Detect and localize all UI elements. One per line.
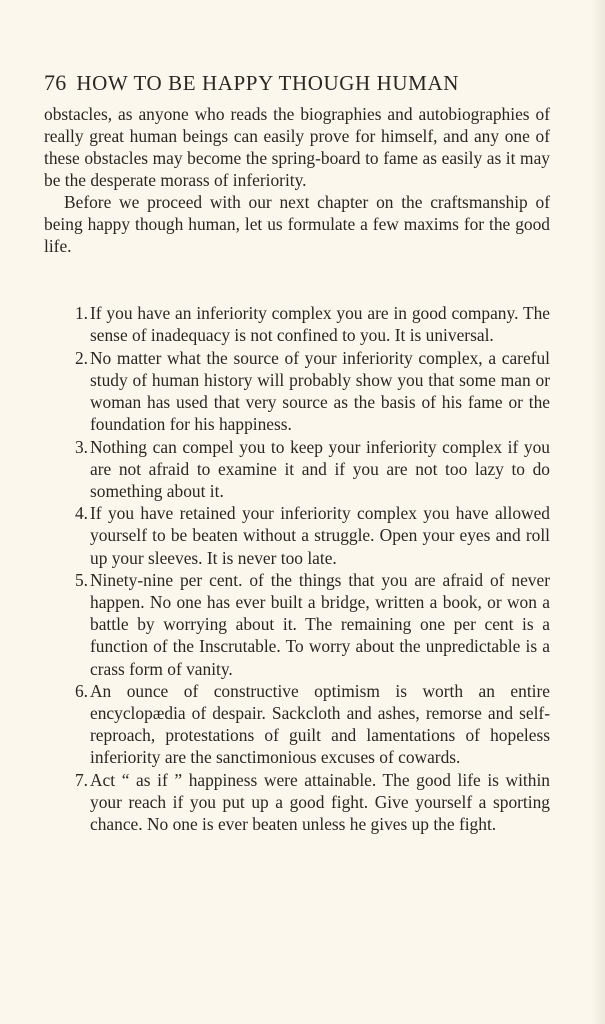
maxim-text: Act “ as if ” happiness were attainable. The good life is within your reach if you put up a good fight. Give yourself a sporting chance. No one is ever beaten unless he gives up the fight. <box>90 769 550 835</box>
maxim-text: If you have retained your inferiority complex you have allowed yourself to be beaten without a struggle. Open your eyes and roll up your sleeves. It is never too late. <box>90 503 550 568</box>
maxim-item <box>44 569 550 679</box>
maxim-number: 4. <box>74 503 88 524</box>
paragraph-continuation: obstacles, as anyone who reads the biographies and autobiographies of really great human beings can easily prove for himself, and any one of these obstacles may become the spring-board to fame as easily as it may be the desperate morass of inferiority. <box>44 104 550 190</box>
maxim-number: 6. <box>74 681 88 702</box>
paragraph-intro-maxims: Before we proceed with our next chapter on the craftsmanship of being happy though human, let us formulate a few maxims for the good life. <box>44 192 550 256</box>
maxim-item <box>44 680 550 768</box>
maxim-item <box>44 302 550 346</box>
maxims-list <box>44 302 550 836</box>
maxim-item <box>44 347 550 435</box>
body-text <box>44 103 550 257</box>
page-header <box>44 70 559 96</box>
maxim-number: 1. <box>74 303 88 323</box>
maxim-item <box>44 769 550 835</box>
page-gutter-shadow <box>591 0 605 1024</box>
maxim-number: 5. <box>74 570 88 591</box>
maxim-text: Ninety-nine per cent. of the things that you are afraid of never happen. No one has ever built a bridge, written a book, or won a battle by worrying about it. The remaining one per cent is a function of the Inscrutable. To worry about the unpredictable is a crass form of vanity. <box>90 570 550 679</box>
maxim-item <box>44 502 550 568</box>
page-number: 76 <box>44 70 67 95</box>
maxim-number: 2. <box>74 347 88 368</box>
running-title: HOW TO BE HAPPY THOUGH HUMAN <box>76 71 459 95</box>
maxim-number: 3. <box>74 436 88 457</box>
maxim-text: If you have an inferiority complex you are in good company. The sense of inadequacy is not confined to you. It is universal. <box>90 303 550 346</box>
maxim-number: 7. <box>74 769 88 790</box>
maxim-text: No matter what the source of your inferiority complex, a careful study of human history will probably show you that some man or woman has used that very source as the basis of his fame or the foundation for his happiness. <box>90 347 550 434</box>
maxim-item <box>44 436 550 502</box>
maxim-text: Nothing can compel you to keep your inferiority complex if you are not afraid to examine it and if you are not too lazy to do something about it. <box>90 436 550 501</box>
maxim-text: An ounce of constructive optimism is worth an entire encyclopædia of despair. Sackcloth and ashes, remorse and self-reproach, protestations of guilt and lamentations of hopeless inferiority are the sanctimonious excuses of cowards. <box>90 681 550 768</box>
